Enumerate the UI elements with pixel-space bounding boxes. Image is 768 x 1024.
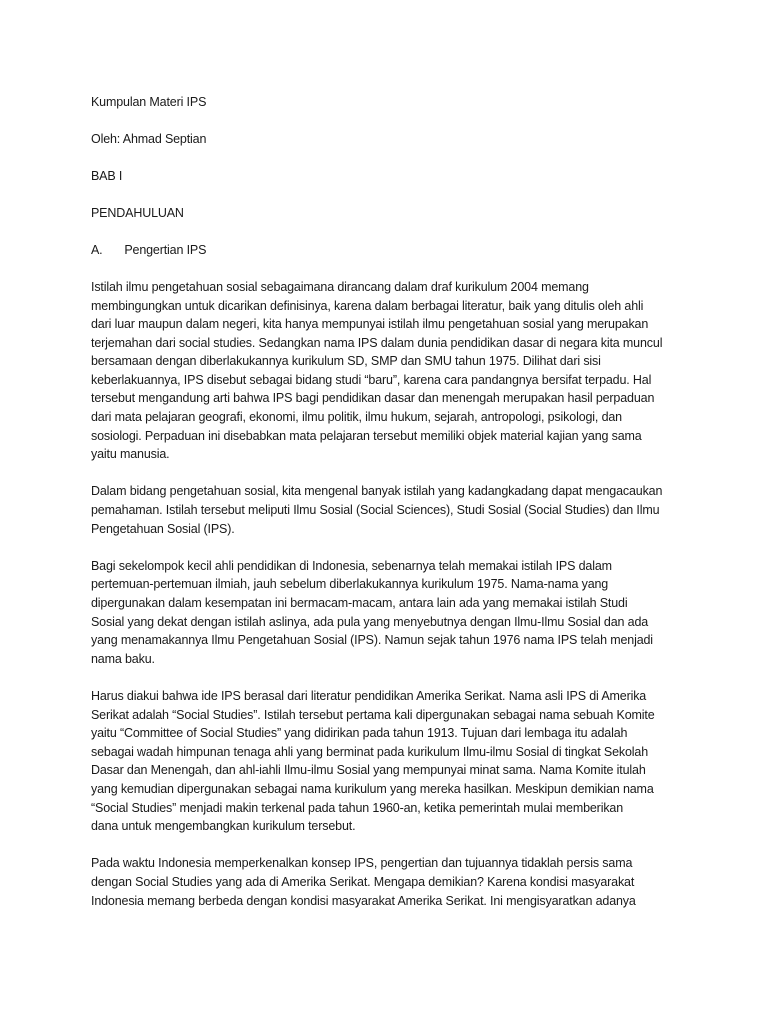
document-author: Oleh: Ahmad Septian [91,131,207,146]
section-title: Pengertian IPS [124,242,207,257]
paragraph-line: “Social Studies” menjadi makin terkenal pada tahun 1960-an, ketika pemerintah mulai memberikan [91,800,624,815]
chapter-title: PENDAHULUAN [91,205,184,220]
paragraph-line: dana untuk mengembangkan kurikulum tersebut. [91,819,356,834]
paragraph-line: dari luar maupun dalam negeri, kita hanya mempunyai istilah ilmu pengetahuan sosial yang merupakan [91,317,649,332]
document-title: Kumpulan Materi IPS [91,95,207,109]
paragraph-line: Serikat adalah “Social Studies”. Istilah tersebut pertama kali dipergunakan sebagai nama sebuah Komite [91,707,655,722]
paragraph [91,557,691,669]
paragraph-line: yang menamakannya Ilmu Pengetahuan Sosial (IPS). Namun sejak tahun 1976 nama IPS telah menjadi [91,633,653,648]
document-page [91,93,691,929]
paragraph-line: Istilah ilmu pengetahuan sosial sebagaimana dirancang dalam draf kurikulum 2004 memang [91,279,589,294]
paragraph [91,278,691,464]
paragraph-line: keberlakuannya, IPS disebut sebagai bidang studi “baru”, karena cara pandangnya bersifat terpadu. Hal [91,372,652,387]
paragraph-line: dengan Social Studies yang ada di Amerika Serikat. Mengapa demikian? Karena kondisi masyarakat [91,874,635,889]
paragraph-line: yaitu “Committee of Social Studies” yang didirikan pada tahun 1913. Tujuan dari lembaga itu adalah [91,726,628,741]
paragraph-line: Dasar dan Menengah, dan ahl-iahli Ilmu-ilmu Sosial yang mempunyai minat sama. Nama Komite itulah [91,763,646,778]
paragraph [91,482,691,538]
paragraph-line: bersamaan dengan diberlakukannya kurikulum SD, SMP dan SMU tahun 1975. Dilihat dari sisi [91,354,601,369]
paragraph-line: Dalam bidang pengetahuan sosial, kita mengenal banyak istilah yang kadangkadang dapat mengacaukan [91,484,663,499]
section-heading [91,241,691,260]
paragraph-line: Bagi sekelompok kecil ahli pendidikan di Indonesia, sebenarnya telah memakai istilah IPS dalam [91,558,612,573]
paragraph-line: yaitu manusia. [91,447,170,462]
paragraph-line: pertemuan-pertemuan ilmiah, jauh sebelum diberlakukannya kurikulum 1975. Nama-nama yang [91,577,609,592]
paragraph [91,687,691,836]
paragraph-line: Indonesia memang berbeda dengan kondisi masyarakat Amerika Serikat. Ini mengisyaratkan adanya [91,893,636,908]
section-number: A. [91,242,103,257]
paragraph-line: sebagai wadah himpunan tenaga ahli yang berminat pada kurikulum Ilmu-ilmu Sosial di tingkat Sekolah [91,744,649,759]
paragraph-line: pemahaman. Istilah tersebut meliputi Ilmu Sosial (Social Sciences), Studi Sosial (Social Studies) dan Ilmu [91,503,660,518]
paragraph-line: Harus diakui bahwa ide IPS berasal dari literatur pendidikan Amerika Serikat. Nama asli IPS di Amerika [91,688,647,703]
paragraph-line: sosiologi. Perpaduan ini disebabkan mata pelajaran tersebut memiliki objek material kajian yang sama [91,428,642,443]
paragraph-line: Pengetahuan Sosial (IPS). [91,521,235,536]
paragraph-line: membingungkan untuk dicarikan definisinya, karena dalam berbagai literatur, baik yang ditulis oleh ahli [91,298,644,313]
paragraph-line: yang kemudian dipergunakan sebagai nama kurikulum yang mereka hasilkan. Meskipun demikian nama [91,781,654,796]
paragraph-line: nama baku. [91,651,155,666]
paragraph-line: Sosial yang dekat dengan istilah aslinya, ada pula yang menyebutnya dengan Ilmu-Ilmu Sosial dan ada [91,614,649,629]
paragraph-line: dari mata pelajaran geografi, ekonomi, ilmu politik, ilmu hukum, sejarah, antropologi, psikologi, dan [91,410,622,425]
paragraph-line: tersebut mengandung arti bahwa IPS bagi pendidikan dasar dan menengah merupakan hasil perpaduan [91,391,655,406]
paragraph-line: terjemahan dari social studies. Sedangkan nama IPS dalam dunia pendidikan dasar di negara kita muncul [91,335,663,350]
paragraph [91,854,691,910]
body-text [91,278,691,910]
paragraph-line: Pada waktu Indonesia memperkenalkan konsep IPS, pengertian dan tujuannya tidaklah persis sama [91,856,633,871]
paragraph-line: dipergunakan dalam kesempatan ini bermacam-macam, antara lain ada yang memakai istilah Studi [91,596,628,611]
chapter-label: BAB I [91,168,123,183]
